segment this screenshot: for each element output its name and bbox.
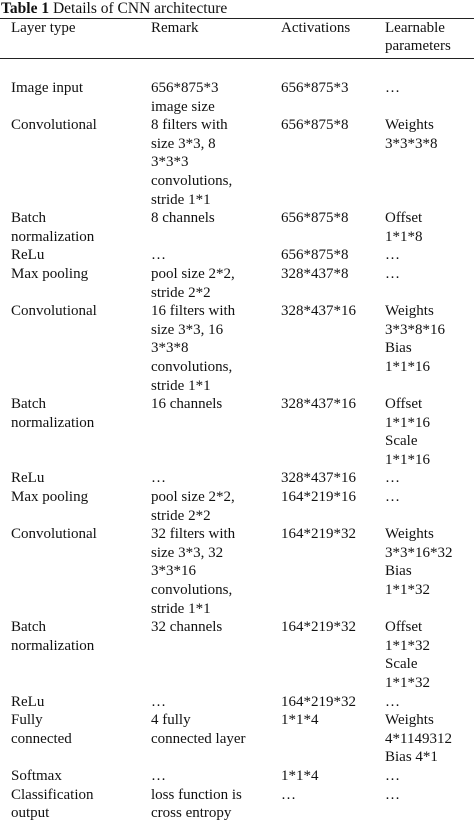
cell-learnable-parameters: … — [385, 767, 400, 784]
table-header — [0, 19, 474, 59]
cell-learnable-parameters: Weights 3*3*3*8 — [385, 117, 438, 152]
cell-learnable-parameters: Weights 3*3*8*16 Bias 1*1*16 — [385, 303, 445, 375]
table-caption — [0, 0, 474, 18]
cell-activations: 656*875*8 — [281, 117, 349, 134]
cell-learnable-parameters: Offset 1*1*16 Scale 1*1*16 — [385, 396, 430, 468]
cell-remark: 32 filters with size 3*3, 32 3*3*16 convolutions, stride 1*1 — [151, 526, 236, 617]
cell-learnable-parameters: … — [385, 470, 400, 487]
table-row — [0, 395, 474, 469]
cell-remark: 656*875*3 image size — [151, 80, 219, 115]
header-activations: Activations — [270, 19, 374, 59]
cell-layer-type: Classification output — [11, 786, 94, 822]
cell-layer-type: Batch normalization — [11, 396, 95, 431]
cell-activations: 656*875*3 — [281, 80, 349, 96]
cell-layer-type: Softmax — [11, 767, 62, 784]
cell-activations: 328*437*8 — [281, 265, 349, 282]
cell-layer-type: Batch normalization — [11, 619, 95, 654]
table-caption-title: Details of CNN architecture — [52, 0, 228, 17]
cell-activations: 328*437*16 — [281, 470, 356, 487]
cell-learnable-parameters: Weights 4*1149312 Bias 4*1 — [385, 712, 452, 766]
table-caption-label: Table 1 — [1, 0, 50, 17]
cell-activations: 164*219*32 — [281, 693, 356, 710]
cell-learnable-parameters: … — [385, 247, 400, 264]
cell-activations: 164*219*32 — [281, 526, 356, 543]
cell-remark: 4 fully connected layer — [151, 712, 246, 747]
header-learnable-parameters: Learnable parameters — [374, 19, 474, 59]
cell-layer-type: Max pooling — [11, 265, 89, 282]
cell-remark: pool size 2*2, stride 2*2 — [151, 265, 235, 301]
cell-remark: 32 channels — [151, 619, 223, 636]
table-row — [0, 469, 474, 488]
cell-learnable-parameters: Weights 3*3*16*32 Bias 1*1*32 — [385, 526, 453, 599]
cell-learnable-parameters: … — [385, 80, 400, 96]
table-row — [0, 488, 474, 525]
cell-activations: 328*437*16 — [281, 396, 356, 413]
cell-layer-type: Batch normalization — [11, 210, 95, 245]
table-row — [0, 525, 474, 618]
table-row — [0, 265, 474, 302]
cell-remark: pool size 2*2, stride 2*2 — [151, 489, 235, 524]
table-row — [0, 302, 474, 395]
table-row — [0, 786, 474, 823]
header-remark: Remark — [140, 19, 270, 59]
cell-activations: 656*875*8 — [281, 210, 349, 227]
cell-remark: 8 filters with size 3*3, 8 3*3*3 convolutions, stride 1*1 — [151, 117, 233, 208]
cell-remark: … — [151, 247, 166, 264]
cell-learnable-parameters: … — [385, 265, 400, 282]
cell-activations: 656*875*8 — [281, 247, 349, 264]
cell-layer-type: ReLu — [11, 693, 45, 710]
cell-remark: 16 filters with size 3*3, 16 3*3*8 convolutions, stride 1*1 — [151, 303, 236, 394]
table-header-row — [0, 19, 474, 59]
cell-activations: 164*219*16 — [281, 489, 356, 506]
cell-layer-type: Image input — [11, 80, 84, 96]
table-row — [0, 618, 474, 692]
table-row — [0, 711, 474, 767]
cell-activations: 328*437*16 — [281, 303, 356, 320]
cell-remark: 8 channels — [151, 210, 215, 227]
cell-learnable-parameters: … — [385, 489, 400, 506]
cell-activations: 1*1*4 — [281, 767, 319, 784]
table-row — [0, 116, 474, 209]
cell-layer-type: ReLu — [11, 470, 45, 487]
cell-activations: 164*219*32 — [281, 619, 356, 636]
table-row — [0, 693, 474, 712]
cell-learnable-parameters: … — [385, 693, 400, 710]
cell-layer-type: Convolutional — [11, 303, 97, 320]
cell-layer-type: Convolutional — [11, 526, 97, 543]
table-body — [0, 59, 474, 823]
table-row — [0, 246, 474, 265]
cell-layer-type: ReLu — [11, 247, 45, 264]
cell-layer-type: Convolutional — [11, 117, 97, 134]
cell-layer-type: Max pooling — [11, 489, 89, 506]
cell-remark: … — [151, 693, 166, 710]
cell-layer-type: Fully connected — [11, 712, 72, 747]
cell-remark: … — [151, 470, 166, 487]
table-row — [0, 59, 474, 117]
cell-learnable-parameters: Offset 1*1*8 — [385, 210, 423, 245]
cell-remark: 16 channels — [151, 396, 223, 413]
cell-remark: … — [151, 767, 166, 784]
cell-learnable-parameters: Offset 1*1*32 Scale 1*1*32 — [385, 619, 430, 691]
cell-remark: loss function is cross entropy — [151, 786, 242, 822]
header-layer-type: Layer type — [0, 19, 140, 59]
table-row — [0, 209, 474, 246]
cell-learnable-parameters: … — [385, 786, 400, 803]
table-row — [0, 767, 474, 786]
cnn-architecture-table — [0, 18, 474, 823]
cell-activations: 1*1*4 — [281, 712, 319, 729]
cell-activations: … — [281, 786, 296, 803]
